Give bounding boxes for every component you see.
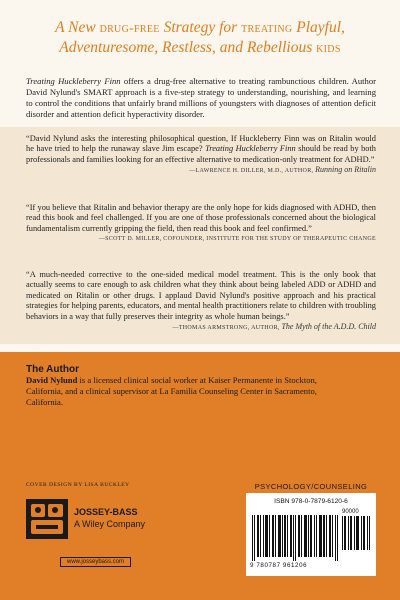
quote-attribution [26,165,376,176]
attribution-book: The Myth of the A.D.D. Child [281,322,376,332]
headline-text: Playful, [292,19,345,36]
jossey-bass-logo-icon [26,499,68,539]
publisher-logo-block [26,497,156,545]
headline-text: Strategy for [159,19,242,36]
quote-1 [26,134,376,177]
quote-title: Treating Huckleberry Finn [205,144,296,154]
headline-text: treating [241,21,293,36]
barcode-panel [246,493,376,576]
publisher-name: JOSSEY-BASS [74,507,138,517]
price-code: 90000 [342,509,359,515]
category-label: PSYCHOLOGY/COUNSELING [254,482,368,491]
quote-attribution [26,234,376,244]
ean-barcode-icon [252,515,338,561]
barcode-digits: 9 780787 961206 [250,562,308,569]
publisher-url: www.josseybass.com [60,557,131,567]
publisher-subtitle: A Wiley Company [74,519,146,529]
cover-design-credit: COVER DESIGN BY LISA BUCKLEY [26,482,130,488]
headline-text: drug-free [99,21,160,36]
author-heading: The Author [26,364,79,375]
intro-text: offers a drug-free alternative to treating rambunctious children. Author David Nylund's SMART approach is a five-step strategy to understanding, nourishing, and learning to control the conditions that unfairly brand millions of youngsters with diagnoses of attention deficit disorder and attention deficit hyperactivity disorder. [26,76,376,119]
quote-text: should be read by both professionals and families looking for an effective alternative to medication-only treatment for ADHD.” [26,144,376,164]
quote-text: “If you believe that Ritalin and behavior therapy are the only hope for kids diagnosed with ADHD, then read this book and feel challenged. If you are one of those professionals concerned about the biological fundamentalism currently gripping the field, then read this book and feel confirmed.” [26,203,376,233]
headline-line-1 [0,18,400,38]
headline [0,18,400,58]
attribution-text: —LAWRENCE H. DILLER, M.D., AUTHOR, [189,168,316,175]
author-bio-text: is a licensed clinical social worker at Kaiser Permanente in Stockton, California, and a clinical supervisor at La Familia Counseling Center in Sacramento, California. [26,375,317,407]
attribution-book: Running on Ritalin [315,165,376,175]
quote-text: “David Nylund asks the interesting philosophical question, If Huckleberry Finn was on Ritalin would he have tried to help the runaway slave Jim escape? [26,134,376,154]
headline-text: kids [316,41,341,56]
headline-line-2 [0,38,400,58]
attribution-text: —SCOTT D. MILLER, COFOUNDER, INSTITUTE FOR THE STUDY OF THERAPEUTIC CHANGE [98,236,376,243]
headline-text: A New [55,19,100,36]
isbn-label: ISBN 978-0-7879-6120-6 [274,498,348,505]
quote-3 [26,270,376,333]
author-bio [26,375,351,408]
quote-2 [26,203,376,245]
attribution-text: —THOMAS ARMSTRONG, AUTHOR, [172,325,282,332]
quote-attribution [26,322,376,333]
author-name: David Nylund [26,375,78,385]
quote-text: “A much-needed corrective to the one-sided medical model treatment. This is the only book that actually seems to care enough to ask children what they think about being labeled ADD or ADHD and medicated on Ritalin or other drugs. I applaud David Nylund's positive approach and his practical strategies for helping parents, educators, and mental health practitioners relate to children with troubling behaviors in a way that fully preserves their integrity as whole human beings.” [26,270,376,321]
intro-paragraph [26,76,376,120]
headline-text: Adventuresome, Restless, and Rebellious [59,39,317,56]
price-addon-barcode-icon [342,516,370,550]
book-title: Treating Huckleberry Finn [26,76,121,86]
